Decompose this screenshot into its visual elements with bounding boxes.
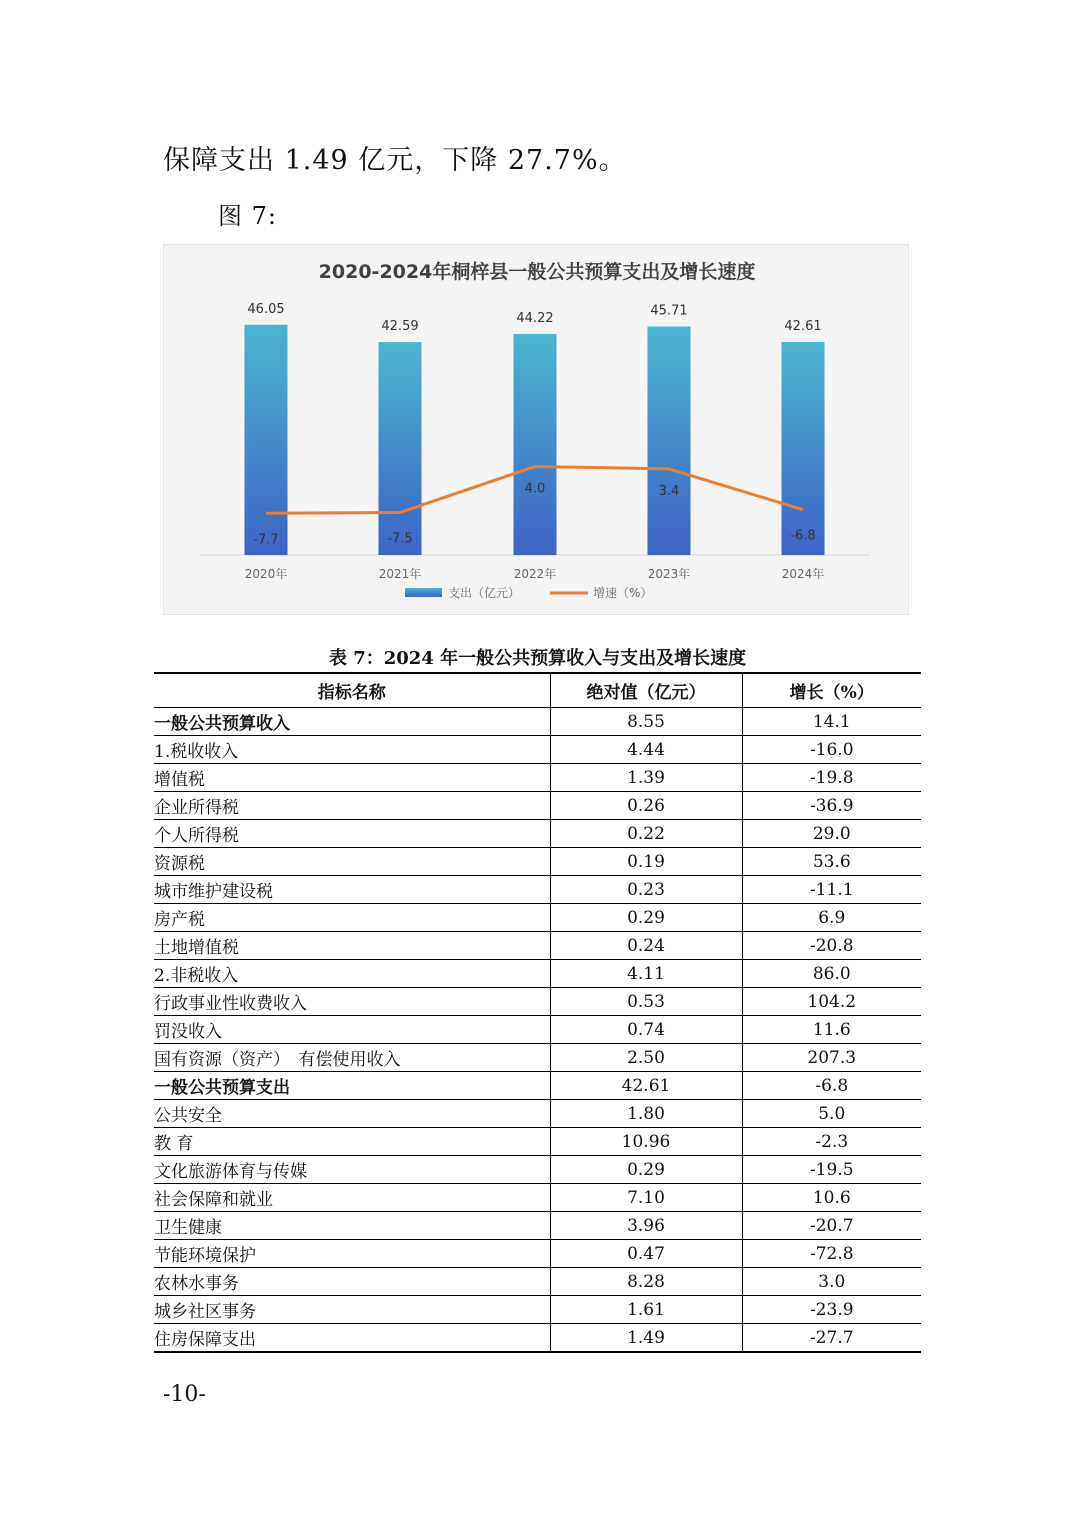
category-label: 2020年	[244, 567, 288, 581]
category-label: 2022年	[513, 567, 557, 581]
bar-1	[245, 325, 288, 555]
row-name: 城市维护建设税	[154, 876, 550, 904]
chart-title: 2020-2024年桐梓县一般公共预算支出及增长速度	[318, 261, 756, 283]
row-name: 2.非税收入	[154, 960, 550, 988]
table-row	[154, 792, 921, 820]
row-name: 卫生健康	[154, 1212, 550, 1240]
row-value: 8.28	[550, 1268, 742, 1296]
table-caption: 表 7：2024 年一般公共预算收入与支出及增长速度	[328, 648, 747, 669]
table-row	[154, 1128, 921, 1156]
row-value: 4.11	[550, 960, 742, 988]
category-label: 2021年	[378, 567, 422, 581]
intro-text: 保障支出 1.49 亿元，下降 27.7%。	[163, 145, 627, 176]
row-value: 7.10	[550, 1184, 742, 1212]
table-row	[154, 1016, 921, 1044]
table-row	[154, 848, 921, 876]
row-value: 0.23	[550, 876, 742, 904]
row-value: 0.74	[550, 1016, 742, 1044]
table-body	[154, 708, 921, 1353]
bar-value-label: 42.61	[784, 318, 822, 334]
row-name: 教 育	[154, 1128, 550, 1156]
row-name: 公共安全	[154, 1100, 550, 1128]
row-name: 罚没收入	[154, 1016, 550, 1044]
bar-4	[648, 326, 691, 555]
row-name: 一般公共预算收入	[154, 708, 550, 736]
growth-value-label: -6.8	[790, 528, 816, 544]
table-row	[154, 1100, 921, 1128]
row-growth: 6.9	[742, 904, 921, 932]
expenditure-chart	[163, 244, 909, 615]
row-growth: -27.7	[742, 1324, 921, 1353]
row-name: 农林水事务	[154, 1268, 550, 1296]
row-value: 0.47	[550, 1240, 742, 1268]
bar-value-label: 45.71	[650, 303, 688, 319]
row-growth: -72.8	[742, 1240, 921, 1268]
row-name: 文化旅游体育与传媒	[154, 1156, 550, 1184]
row-value: 0.22	[550, 820, 742, 848]
growth-value-label: 4.0	[524, 481, 546, 497]
row-value: 1.61	[550, 1296, 742, 1324]
row-name: 行政事业性收费收入	[154, 988, 550, 1016]
growth-value-label: 3.4	[658, 483, 680, 499]
row-name: 房产税	[154, 904, 550, 932]
table-row	[154, 708, 921, 736]
row-value: 0.53	[550, 988, 742, 1016]
table-row	[154, 876, 921, 904]
table-row	[154, 736, 921, 764]
table-row	[154, 1156, 921, 1184]
row-growth: 11.6	[742, 1016, 921, 1044]
legend-bar-label: 支出（亿元）	[448, 586, 521, 600]
legend-line-label: 增速（%）	[593, 586, 653, 600]
bar-value-label: 42.59	[381, 319, 419, 335]
row-value: 10.96	[550, 1128, 742, 1156]
table-row	[154, 1240, 921, 1268]
row-value: 1.49	[550, 1324, 742, 1353]
row-growth: 86.0	[742, 960, 921, 988]
row-growth: -6.8	[742, 1072, 921, 1100]
bar-3	[514, 334, 557, 555]
row-name: 节能环境保护	[154, 1240, 550, 1268]
table-row	[154, 1324, 921, 1353]
row-value: 42.61	[550, 1072, 742, 1100]
bar-2	[379, 342, 422, 555]
row-name: 增值税	[154, 764, 550, 792]
chart-svg	[164, 245, 910, 616]
legend-bar-swatch	[405, 588, 442, 597]
row-name: 住房保障支出	[154, 1324, 550, 1353]
row-growth: -2.3	[742, 1128, 921, 1156]
row-value: 4.44	[550, 736, 742, 764]
table-row	[154, 932, 921, 960]
row-value: 2.50	[550, 1044, 742, 1072]
table-row	[154, 960, 921, 988]
row-value: 0.26	[550, 792, 742, 820]
growth-value-label: -7.5	[387, 531, 413, 547]
category-label: 2024年	[781, 567, 825, 581]
table-row	[154, 1044, 921, 1072]
category-label: 2023年	[647, 567, 691, 581]
row-value: 0.29	[550, 1156, 742, 1184]
row-name: 土地增值税	[154, 932, 550, 960]
table-row	[154, 764, 921, 792]
bar-value-label: 44.22	[516, 310, 554, 326]
row-growth: -20.7	[742, 1212, 921, 1240]
row-growth: 3.0	[742, 1268, 921, 1296]
table-row	[154, 820, 921, 848]
table-row	[154, 1296, 921, 1324]
row-value: 1.39	[550, 764, 742, 792]
budget-table	[154, 672, 921, 1353]
row-value: 3.96	[550, 1212, 742, 1240]
table-row	[154, 904, 921, 932]
row-growth: 207.3	[742, 1044, 921, 1072]
row-name: 企业所得税	[154, 792, 550, 820]
row-value: 0.19	[550, 848, 742, 876]
row-name: 一般公共预算支出	[154, 1072, 550, 1100]
row-growth: -23.9	[742, 1296, 921, 1324]
table-row	[154, 1184, 921, 1212]
row-growth: 5.0	[742, 1100, 921, 1128]
table-row	[154, 1212, 921, 1240]
table-row	[154, 1268, 921, 1296]
header-indicator-name: 指标名称	[154, 673, 550, 708]
row-growth: -19.5	[742, 1156, 921, 1184]
row-value: 0.29	[550, 904, 742, 932]
row-name: 1.税收收入	[154, 736, 550, 764]
table-row	[154, 1072, 921, 1100]
table-row	[154, 988, 921, 1016]
row-growth: -36.9	[742, 792, 921, 820]
row-growth: -11.1	[742, 876, 921, 904]
bar-5	[782, 342, 825, 555]
table-header-row	[154, 673, 921, 708]
header-absolute-value: 绝对值（亿元）	[550, 673, 742, 708]
row-value: 8.55	[550, 708, 742, 736]
row-growth: 53.6	[742, 848, 921, 876]
row-name: 社会保障和就业	[154, 1184, 550, 1212]
header-growth: 增长（%）	[742, 673, 921, 708]
row-value: 0.24	[550, 932, 742, 960]
row-growth: -20.8	[742, 932, 921, 960]
row-growth: -16.0	[742, 736, 921, 764]
row-growth: 104.2	[742, 988, 921, 1016]
row-name: 资源税	[154, 848, 550, 876]
row-growth: 10.6	[742, 1184, 921, 1212]
row-value: 1.80	[550, 1100, 742, 1128]
figure-label: 图 7:	[218, 202, 277, 230]
row-name: 个人所得税	[154, 820, 550, 848]
row-growth: 29.0	[742, 820, 921, 848]
row-name: 城乡社区事务	[154, 1296, 550, 1324]
page-number: -10-	[163, 1382, 206, 1407]
row-name: 国有资源（资产） 有偿使用收入	[154, 1044, 550, 1072]
bar-value-label: 46.05	[247, 301, 285, 317]
row-growth: 14.1	[742, 708, 921, 736]
row-growth: -19.8	[742, 764, 921, 792]
growth-value-label: -7.7	[253, 532, 279, 548]
